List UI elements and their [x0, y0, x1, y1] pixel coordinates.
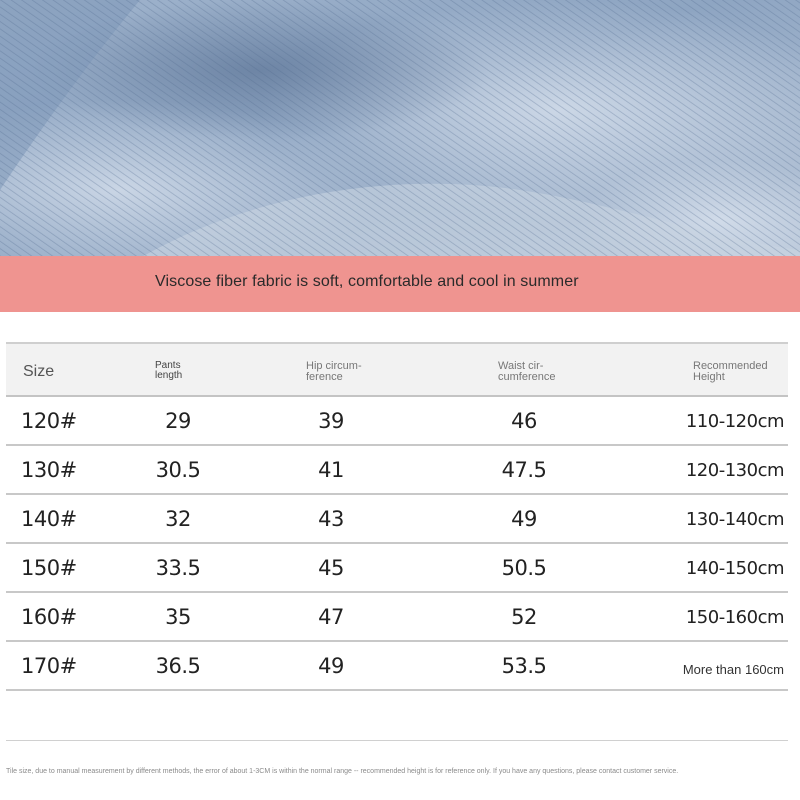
size-chart-table	[6, 342, 788, 691]
cell-waist: 53.5	[501, 654, 547, 678]
cell-hip: 43	[318, 507, 344, 531]
footnote: Tile size, due to manual measurement by different methods, the error of about 1-3CM is within the normal range -- recommended height is for reference only. If you have any questions, please contact customer service.	[6, 768, 679, 775]
cell-hip: 41	[318, 458, 344, 482]
table-row	[6, 544, 788, 593]
cell-height: 130-140cm	[685, 509, 784, 530]
cell-pants-length: 29	[165, 409, 191, 433]
table-row	[6, 397, 788, 446]
cell-size: 150#	[21, 556, 77, 580]
cell-height: 110-120cm	[685, 411, 784, 432]
cell-size: 130#	[21, 458, 77, 482]
cell-pants-length: 30.5	[155, 458, 201, 482]
cell-size: 140#	[21, 507, 77, 531]
cell-height: 120-130cm	[685, 460, 784, 481]
cell-waist: 50.5	[501, 556, 547, 580]
fabric-banner	[0, 256, 800, 312]
cell-waist: 49	[511, 507, 537, 531]
header-hip: Hip circum- ference	[306, 360, 362, 383]
table-row	[6, 446, 788, 495]
table-row	[6, 495, 788, 544]
cell-hip: 45	[318, 556, 344, 580]
cell-height: 140-150cm	[685, 558, 784, 579]
cell-waist: 47.5	[501, 458, 547, 482]
cell-pants-length: 36.5	[155, 654, 201, 678]
cell-waist: 46	[511, 409, 537, 433]
cell-hip: 39	[318, 409, 344, 433]
header-size: Size	[23, 363, 55, 380]
cell-size: 160#	[21, 605, 77, 629]
footer-divider	[6, 740, 788, 741]
cell-pants-length: 35	[165, 605, 191, 629]
banner-text: Viscose fiber fabric is soft, comfortable and cool in summer	[155, 273, 579, 290]
cell-height: More than 160cm	[682, 662, 784, 677]
fabric-photo	[0, 0, 800, 258]
table-row	[6, 593, 788, 642]
table-header	[6, 342, 788, 397]
header-height: Recommended Height	[693, 360, 768, 383]
cell-hip: 47	[318, 605, 344, 629]
table-row	[6, 642, 788, 691]
cell-pants-length: 33.5	[155, 556, 201, 580]
cell-hip: 49	[318, 654, 344, 678]
header-pants-length: Pants length	[155, 360, 183, 381]
cell-waist: 52	[511, 605, 537, 629]
cell-size: 170#	[21, 654, 77, 678]
cell-size: 120#	[21, 409, 77, 433]
cell-height: 150-160cm	[685, 607, 784, 628]
cell-pants-length: 32	[165, 507, 191, 531]
header-waist: Waist cir- cumference	[498, 360, 556, 383]
